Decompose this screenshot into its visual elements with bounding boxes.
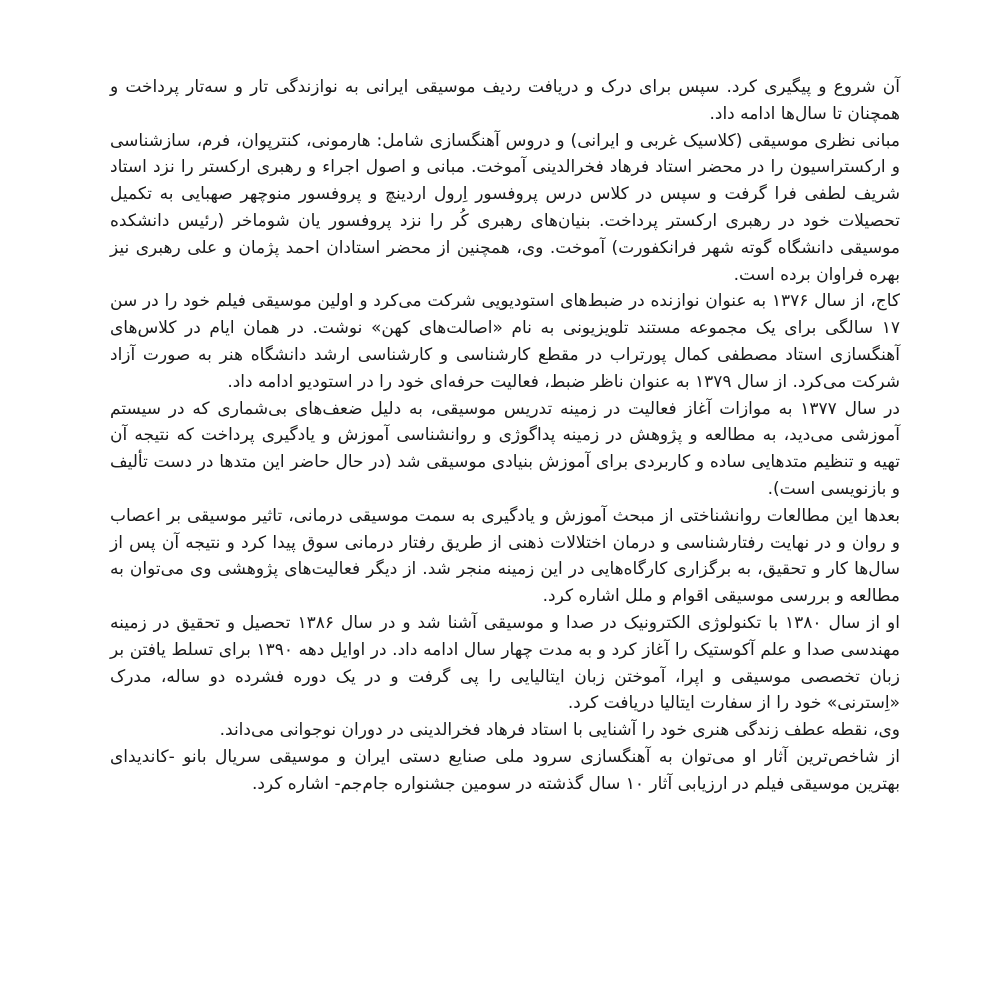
paragraph-intro-continuation: آن شروع و پیگیری کرد. سپس برای درک و دریافت ردیف موسیقی ایرانی به نوازندگی تار و سه‌تار پرداخت و همچنان تا سال‌ها ادامه داد. (110, 77, 900, 124)
paragraph-music-therapy: بعدها این مطالعات روانشناختی از مبحث آموزش و یادگیری به سمت موسیقی درمانی، تاثیر موسیقی بر اعصاب و روان و در نهایت رفتارشناسی و درمان اختلالات ذهنی از طریق رفتار درمانی سوق پیدا کرد و نتیجه آن پس از سال‌ها کار و تحقیق، به برگزاری کارگاه‌هایی در این زمینه منجر شد. از دیگر فعالیت‌های پژوهشی وی می‌توان به مطالعه و بررسی موسیقی اقوام و ملل اشاره کرد. (110, 505, 900, 607)
paragraph-theory-education: مبانی نظری موسیقی (کلاسیک غربی و ایرانی) و دروس آهنگسازی شامل: هارمونی، کنترپوان، فرم، سازشناسی و ارکستراسیون را در محضر استاد فرهاد فخرالدینی آموخت. مبانی و اصول اجراء و رهبری ارکستر را نزد استاد شریف لطفی فرا گرفت و سپس در کلاس درس پروفسور اِرول اردینچ و پروفسور منوچهر صهبایی به تکمیل تحصیلات خود در رهبری ارکستر پرداخت. بنیان‌های رهبری کُر را نزد پروفسور یان شوماخر (رئیس دانشکده موسیقی دانشگاه گوته شهر فرانکفورت) آموخت. وی، همچنین از محضر استادان احمد پژمان و علی رهبری نیز بهره فراوان برده است. (110, 130, 900, 285)
paragraph-early-career: کاج، از سال ۱۳۷۶ به عنوان نوازنده در ضبط‌های استودیویی شرکت می‌کرد و اولین موسیقی فیلم خود را در سن ۱۷ سالگی برای یک مجموعه مستند تلویزیونی به نام «اصالت‌های کهن» نوشت. در همان ایام در کلاس‌های آهنگسازی استاد مصطفی کمال پورتراب در مقطع کارشناسی و کارشناسی ارشد دانشگاه هنر به صورت آزاد شرکت می‌کرد. از سال ۱۳۷۹ به عنوان ناظر ضبط، فعالیت حرفه‌ای خود را در استودیو ادامه داد. (110, 291, 901, 392)
document-page (110, 74, 900, 798)
paragraph-pedagogy: در سال ۱۳۷۷ به موازات آغاز فعالیت در زمینه تدریس موسیقی، به دلیل ضعف‌های بی‌شماری که در سیستم آموزشی می‌دید، به مطالعه و پژوهش در زمینه پداگوژی و روانشناسی آموزش و یادگیری پرداخت که نتیجه آن تهیه و تنظیم متدهایی ساده و کاربردی برای آموزش بنیادی موسیقی شد (در حال حاضر این متدها در دست تألیف و بازنویسی است). (110, 398, 900, 499)
paragraph-sound-engineering: او از سال ۱۳۸۰ با تکنولوژی الکترونیک در صدا و موسیقی آشنا شد و در سال ۱۳۸۶ تحصیل و تحقیق در زمینه مهندسی صدا و علم آکوستیک را آغاز کرد و به مدت چهار سال ادامه داد. در اوایل دهه ۱۳۹۰ برای تسلط یافتن بر زبان تخصصی موسیقی و اپرا، آموختن زبان ایتالیایی را پی گرفت و در یک دوره فشرده دو ساله، مدرک «اِسترنی» خود را از سفارت ایتالیا دریافت کرد. (110, 612, 900, 714)
paragraph-turning-point: وی، نقطه عطف زندگی هنری خود را آشنایی با استاد فرهاد فخرالدینی در دوران نوجوانی می‌داند. (219, 720, 900, 741)
paragraph-notable-works: از شاخص‌ترین آثار او می‌توان به آهنگسازی سرود ملی صنایع دستی ایران و موسیقی سریال بانو -کاندیدای بهترین موسیقی فیلم در ارزیابی آثار ۱۰ سال گذشته در سومین جشنواره جام‌جم- اشاره کرد. (110, 746, 900, 794)
